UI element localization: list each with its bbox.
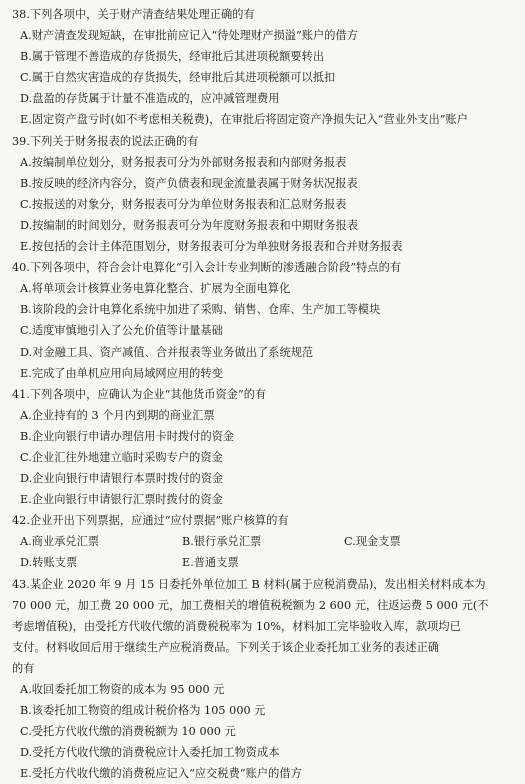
question-stem-line: 70 000 元，加工费 20 000 元，加工费相关的增值税税额为 2 600 元，往返运费 5 000 元(不	[12, 598, 489, 612]
option-d: D.企业向银行申请银行本票时拨付的资金	[20, 472, 224, 486]
question-stem-line: 43.某企业 2020 年 9 月 15 日委托外单位加工 B 材料(属于应税消费品)，发出相关材料成本为	[12, 577, 486, 591]
question-40	[12, 257, 517, 384]
option-b: B.属于管理不善造成的存货损失，经审批后其进项税额要转出	[20, 50, 325, 64]
option-b: B.按反映的经济内容分，资产负债表和现金流量表属于财务状况报表	[20, 176, 358, 190]
option-c: C.按报送的对象分，财务报表可分为单位财务报表和汇总财务报表	[20, 197, 347, 211]
option-c: C.企业汇往外地建立临时采购专户的资金	[20, 450, 223, 464]
option-e: E.企业向银行申请银行汇票时拨付的资金	[20, 493, 223, 507]
option-c: C.受托方代收代缴的消费税额为 10 000 元	[20, 725, 236, 739]
question-stem: 38.下列各项中，关于财产清查结果处理正确的有	[12, 8, 255, 21]
option-d: D.受托方代收代缴的消费税应计入委托加工物资成本	[20, 746, 280, 760]
question-39	[12, 131, 517, 258]
option-e: E.完成了由单机应用向局域网应用的转变	[20, 366, 223, 380]
option-a: A.收回委托加工物资的成本为 95 000 元	[20, 683, 225, 696]
option-d: D.按编制的时间划分，财务报表可分为年度财务报表和中期财务报表	[20, 218, 359, 232]
option-c: C.属于自然灾害造成的存货损失，经审批后其进项税额可以抵扣	[20, 71, 336, 85]
option-e: E.受托方代收代缴的消费税应记入“应交税费”账户的借方	[20, 767, 302, 781]
option-e: E.按包括的会计主体范围划分，财务报表可分为单独财务报表和合并财务报表	[20, 240, 403, 254]
option-row	[12, 552, 517, 573]
question-42	[12, 510, 517, 573]
question-stem-line: 考虑增值税)，由受托方代收代缴的消费税税率为 10%，材料加工完毕验收入库，款项均已	[12, 619, 461, 633]
question-stem: 42.企业开出下列票据，应通过“应付票据”账户核算的有	[12, 514, 289, 528]
option-e: E.普通支票	[182, 556, 239, 570]
option-a: A.将单项会计核算业务电算化整合、扩展为全面电算化	[20, 282, 291, 296]
option-c: C.现金支票	[344, 535, 401, 549]
option-b: B.银行承兑汇票	[182, 535, 262, 549]
option-d: D.盘盈的存货属于计量不准造成的，应冲减管理费用	[20, 92, 280, 106]
option-row	[12, 531, 517, 552]
option-d: D.对金融工具、资产减值、合并报表等业务做出了系统规范	[20, 345, 314, 359]
option-b: B.该阶段的会计电算化系统中加进了采购、销售、仓库、生产加工等模块	[20, 303, 381, 317]
option-a: A.企业持有的 3 个月内到期的商业汇票	[20, 408, 215, 422]
question-stem-line: 的有	[12, 661, 35, 675]
option-d: D.转账支票	[20, 556, 78, 570]
option-a: A.按编制单位划分，财务报表可分为外部财务报表和内部财务报表	[20, 155, 347, 169]
option-e: E.固定资产盘亏时(如不考虑相关税费)，在审批后将固定资产净损失记入“营业外支出”账户	[20, 113, 468, 127]
question-43	[12, 574, 517, 784]
question-stem: 41.下列各项中，应确认为企业“其他货币资金”的有	[12, 387, 267, 401]
question-stem-line: 支付。材料收回后用于继续生产应税消费品。下列关于该企业委托加工业务的表述正确	[12, 640, 440, 654]
option-a: A.财产清查发现短缺，在审批前应记入“待处理财产损溢”账户的借方	[20, 29, 358, 43]
option-a: A.商业承兑汇票	[20, 535, 100, 549]
question-stem: 39.下列关于财务报表的说法正确的有	[12, 134, 199, 148]
option-b: B.企业向银行申请办理信用卡时拨付的资金	[20, 429, 235, 443]
option-b: B.该委托加工物资的组成计税价格为 105 000 元	[20, 704, 266, 718]
question-stem: 40.下列各项中，符合会计电算化“引入会计专业判断的渗透融合阶段”特点的有	[12, 261, 402, 275]
option-c: C.适度审慎地引入了公允价值等计量基础	[20, 324, 223, 338]
question-38	[12, 4, 517, 131]
question-41	[12, 384, 517, 511]
